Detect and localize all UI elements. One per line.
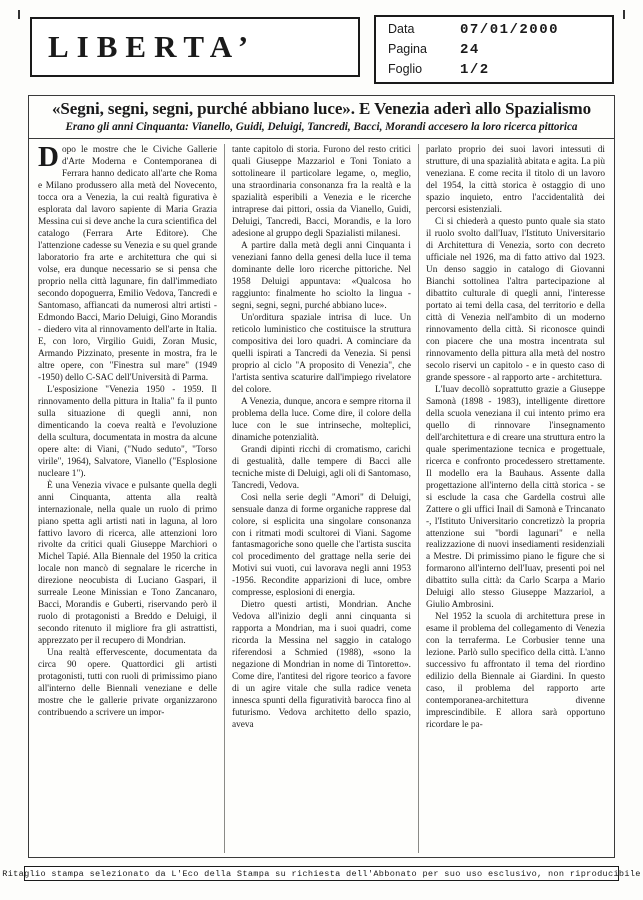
clipping-meta-box	[374, 15, 614, 84]
article-paragraph: tante capitolo di storia. Furono del resto critici quali Giuseppe Mazzariol e Toni Toniato a sottolineare il particolare legame, o, meglio, una straordinaria consonanza fra la realtà e la spazialità esperibili a Venezia e le ricerche intraprese dai pittori, ossia da Vianello, Guidi, Deluigi, Tancredi, Bacci, Morandis, e la loro adesione al gruppo degli Spazialisti milanesi.	[232, 145, 411, 239]
meta-row-page	[388, 42, 602, 58]
dropcap-letter: D	[38, 141, 59, 173]
crop-mark-right	[623, 10, 625, 19]
sheet-value: 1/2	[460, 62, 490, 78]
sheet-label: Foglio	[388, 62, 423, 76]
headline-block	[29, 96, 614, 139]
article-paragraph: Una realtà effervescente, documentata da circa 90 opere. Quattordici gli artisti protagonisti, tutti con ruoli di primissimo piano all'interno delle Biennali veneziane e delle mostre che le gallerie private organizzarono contribuendo a scrivere un impor-	[38, 648, 217, 719]
article-paragraph: Un'orditura spaziale intrisa di luce. Un reticolo luministico che costituisce la struttura compositiva dei loro quadri. A cominciare da quelli ispirati a Tancredi da Venezia. Si pensi proprio al ciclo "A proposito di Venezia", che l'artista sentiva scaturire dall'impiego rivelatore del colore.	[232, 312, 411, 395]
paragraph-text: opo le mostre che le Civiche Gallerie d'Arte Moderna e Contemporanea di Ferrara hanno dedicato all'arte che Roma e Milano produssero alla metà del Novecento, tocca ora a Venezia, la cui realtà figurativa è esplorata dal lavoro sapiente di Maria Grazia Messina cui si deve anche la cura scientifica del catalogo (Ferrara Arte Editore). Che l'attenzione cadesse su Venezia e su quel grande laboratorio fra arte e architettura che qui si volse, era dunque necessario se si pensa che proprio nella città lagunare, fin dall'immediato secondo dopoguerra, Emilio Vedova, Tancredi e Santomaso, affiancati da numerosi altri artisti - Edmondo Bacci, Mario Deluigi, Gino Morandis - diedero vita al rinnovamento dell'arte in Italia. E, con loro, Virgilio Guidi, Zoran Music, Armando Pizzinato, presente in mostra, fra le altre opere, con "Finestra sul mare" (1949 -1950) dello C-SAC dell'Università di Parma.	[38, 145, 217, 383]
article-columns	[29, 139, 614, 857]
article-paragraph: Grandi dipinti ricchi di cromatismo, carichi di gestualità, dalle tempere di Bacci alle tecniche miste di Deluigi, agli oli di Santomaso, Tancredi, Vedova.	[232, 444, 411, 491]
footer-strip	[2, 866, 641, 881]
footer-note: Ritaglio stampa selezionato da L'Eco della Stampa su richiesta dell'Abbonato per suo uso esclusivo, non riproducibile	[2, 868, 641, 879]
crop-mark-left	[18, 10, 20, 19]
article-paragraph: parlato proprio dei suoi lavori intessuti di strutture, di una spazialità abitata e agita. La più veneziana. E come recita il titolo di un lavoro del 1954, la città storica è ostaggio di uno spazio inquieto, entro l'accidentalità dei percorsi esistenziali.	[426, 145, 605, 215]
article-paragraph: A partire dalla metà degli anni Cinquanta i veneziani fanno della genesi della luce il tema dominante delle loro ricerche pittoriche. Nel 1958 Deluigi appuntava: «Qualcosa ho raggiunto: finalmente ho sciolto la lingua - segni, segni, segni, purché abbiano luce».	[232, 240, 411, 311]
article-column-1	[31, 141, 224, 853]
masthead-box	[30, 17, 360, 77]
article-box	[28, 95, 615, 858]
article-column-2	[224, 144, 418, 853]
article-paragraph: L'esposizione "Venezia 1950 - 1959. Il rinnovamento della pittura in Italia" fa il punto sulla situazione di quegli anni, non dimenticando la coeva realtà e l'evoluzione della scultura, documentata in mostra da alcune opere alte: di Viani, ("Nudo seduto", "Torso virile", 1964), Salvatore, Vianello ("Esplosione nucleare 1").	[38, 384, 217, 479]
article-paragraph: Nel 1952 la scuola di architettura prese in esame il problema del collegamento di Venezia con la terraferma. Le Corbusier tenne una lezione. Parlò sullo specifico della città. L'anno successivo fu affrontato il tema del riordino edilizio della Biennale ai Giardini. In questo caso, il problema del rapporto arte contemporanea-architettura divenne imprescindibile. E allora sarà opportuno ricordare le pa-	[426, 612, 605, 731]
article-paragraph: L'Iuav decollò soprattutto grazie a Giuseppe Samonà (1898 - 1983), intelligente direttore della scuola veneziana il cui intento primo era quello di rinnovare l'insegnamento dell'architettura e di creare una struttura entro la quale sperimentazione tecnica e progettuale, ricerca e confronto procedessero strettamente. Il modello era la Bauhaus. Assente dalla progettazione all'interno della città storica - se si esclude la casa che Gardella costruì alle Zattere o gli uffici Inail di Samonà e Trincanato -, l'Istituto Universitario concretizzò la propria attenzione sui "bordi lagunari" e nella realizzazione di nuovi insediamenti residenziali a Mestre. Di primissimo piano le figure che si formarono all'interno dell'Iuav, presenti poi nel dibattito sulla città: da Carlo Scarpa a Mario Deluigi allo stesso Giuseppe Mazzariol, a Giulio Ambrosini.	[426, 384, 605, 611]
article-title: «Segni, segni, segni, purché abbiano luce». E Venezia aderì allo Spazialismo	[52, 99, 591, 118]
date-label: Data	[388, 22, 415, 36]
article-paragraph: Dietro questi artisti, Mondrian. Anche Vedova all'inizio degli anni cinquanta si rapporta a Mondrian, ma i suoi quadri, come ricorda la Messina nel saggio in catalogo riferendosi a Schmied (1988), «sono la negazione di Mondrian in nome di Tintoretto». Come dire, l'antitesi del rigore teorico a favore di un agire vitale che sulla radice veneta innesca spunti della figuratività barocca fino al futurismo. Vedova architetto dello spazio, aveva	[232, 600, 411, 731]
newspaper-logo: LIBERTA’	[48, 29, 257, 64]
page-label: Pagina	[388, 42, 427, 56]
article-paragraph: È una Venezia vivace e pulsante quella degli anni Cinquanta, attenta alla realtà internazionale, nella quale un ruolo di primo piano spetta agli artisti nati in laguna, al loro fattivo lavoro di ricerca, alle attenzioni loro rivolte da critici quali Giuseppe Marchiori o Michel Tapié. Alla Biennale del 1950 la critica locale non mancò di segnalare le ricerche in direzione neocubista di Luciano Gaspari, il surreale Leone Minissian e Tono Zancanaro, Bacci, Morandis e Guberti, riservando però il ruolo di protagonisti a Breddo e Deluigi, il secondo ritenuto il migliore fra gli astrattisti, apprezzato per il recupero di Mondrian.	[38, 480, 217, 647]
article-paragraph	[38, 141, 217, 385]
page-value: 24	[460, 42, 480, 58]
article-column-3	[418, 144, 612, 853]
article-paragraph: Ci si chiederà a questo punto quale sia stato il ruolo svolto dall'Iuav, l'Istituto Universitario di Architettura di Venezia, sorto con decreto ufficiale nel 1926, ma di fatto attivo dal 1923. Un denso saggio in catalogo di Giovanni Bianchi sottolinea l'altra partecipazione al dibattito culturale di quegli anni, l'interesse portato ai temi della casa, del territorio e della città di Venezia nell'ambito di un moderno rinnovamento della città. Si riconosce quindi con piacere che una mostra incentrata sul rinnovamento della pittura alla metà del nostro secolo riservi un capitolo - e in questo caso di grande spessore - al rapporto arte - architettura.	[426, 216, 605, 383]
date-value: 07/01/2000	[460, 22, 560, 38]
article-subtitle: Erano gli anni Cinquanta: Vianello, Guidi, Deluigi, Tancredi, Bacci, Morandi accesero la loro ricerca pittorica	[65, 121, 578, 133]
article-paragraph: Così nella serie degli "Amori" di Deluigi, sensuale danza di forme organiche rapprese dal colore, si esplicita una singolare consonanza con i ritmati modi scultorei di Viani. Sagome fantasmagoriche sono quelle che l'artista suscita col procedimento del grattage nella serie dei Motivi sui vuoti, cui lavorava negli anni 1953 -1956. Recondite apparizioni di luce, ombre compresse, esplosioni di energia.	[232, 492, 411, 599]
article-paragraph: A Venezia, dunque, ancora e sempre ritorna il problema della luce. Come dire, il colore della luce con le sue intrinseche, molteplici, dinamiche potenzialità.	[232, 396, 411, 443]
meta-row-date	[388, 22, 602, 38]
meta-row-sheet	[388, 62, 602, 78]
